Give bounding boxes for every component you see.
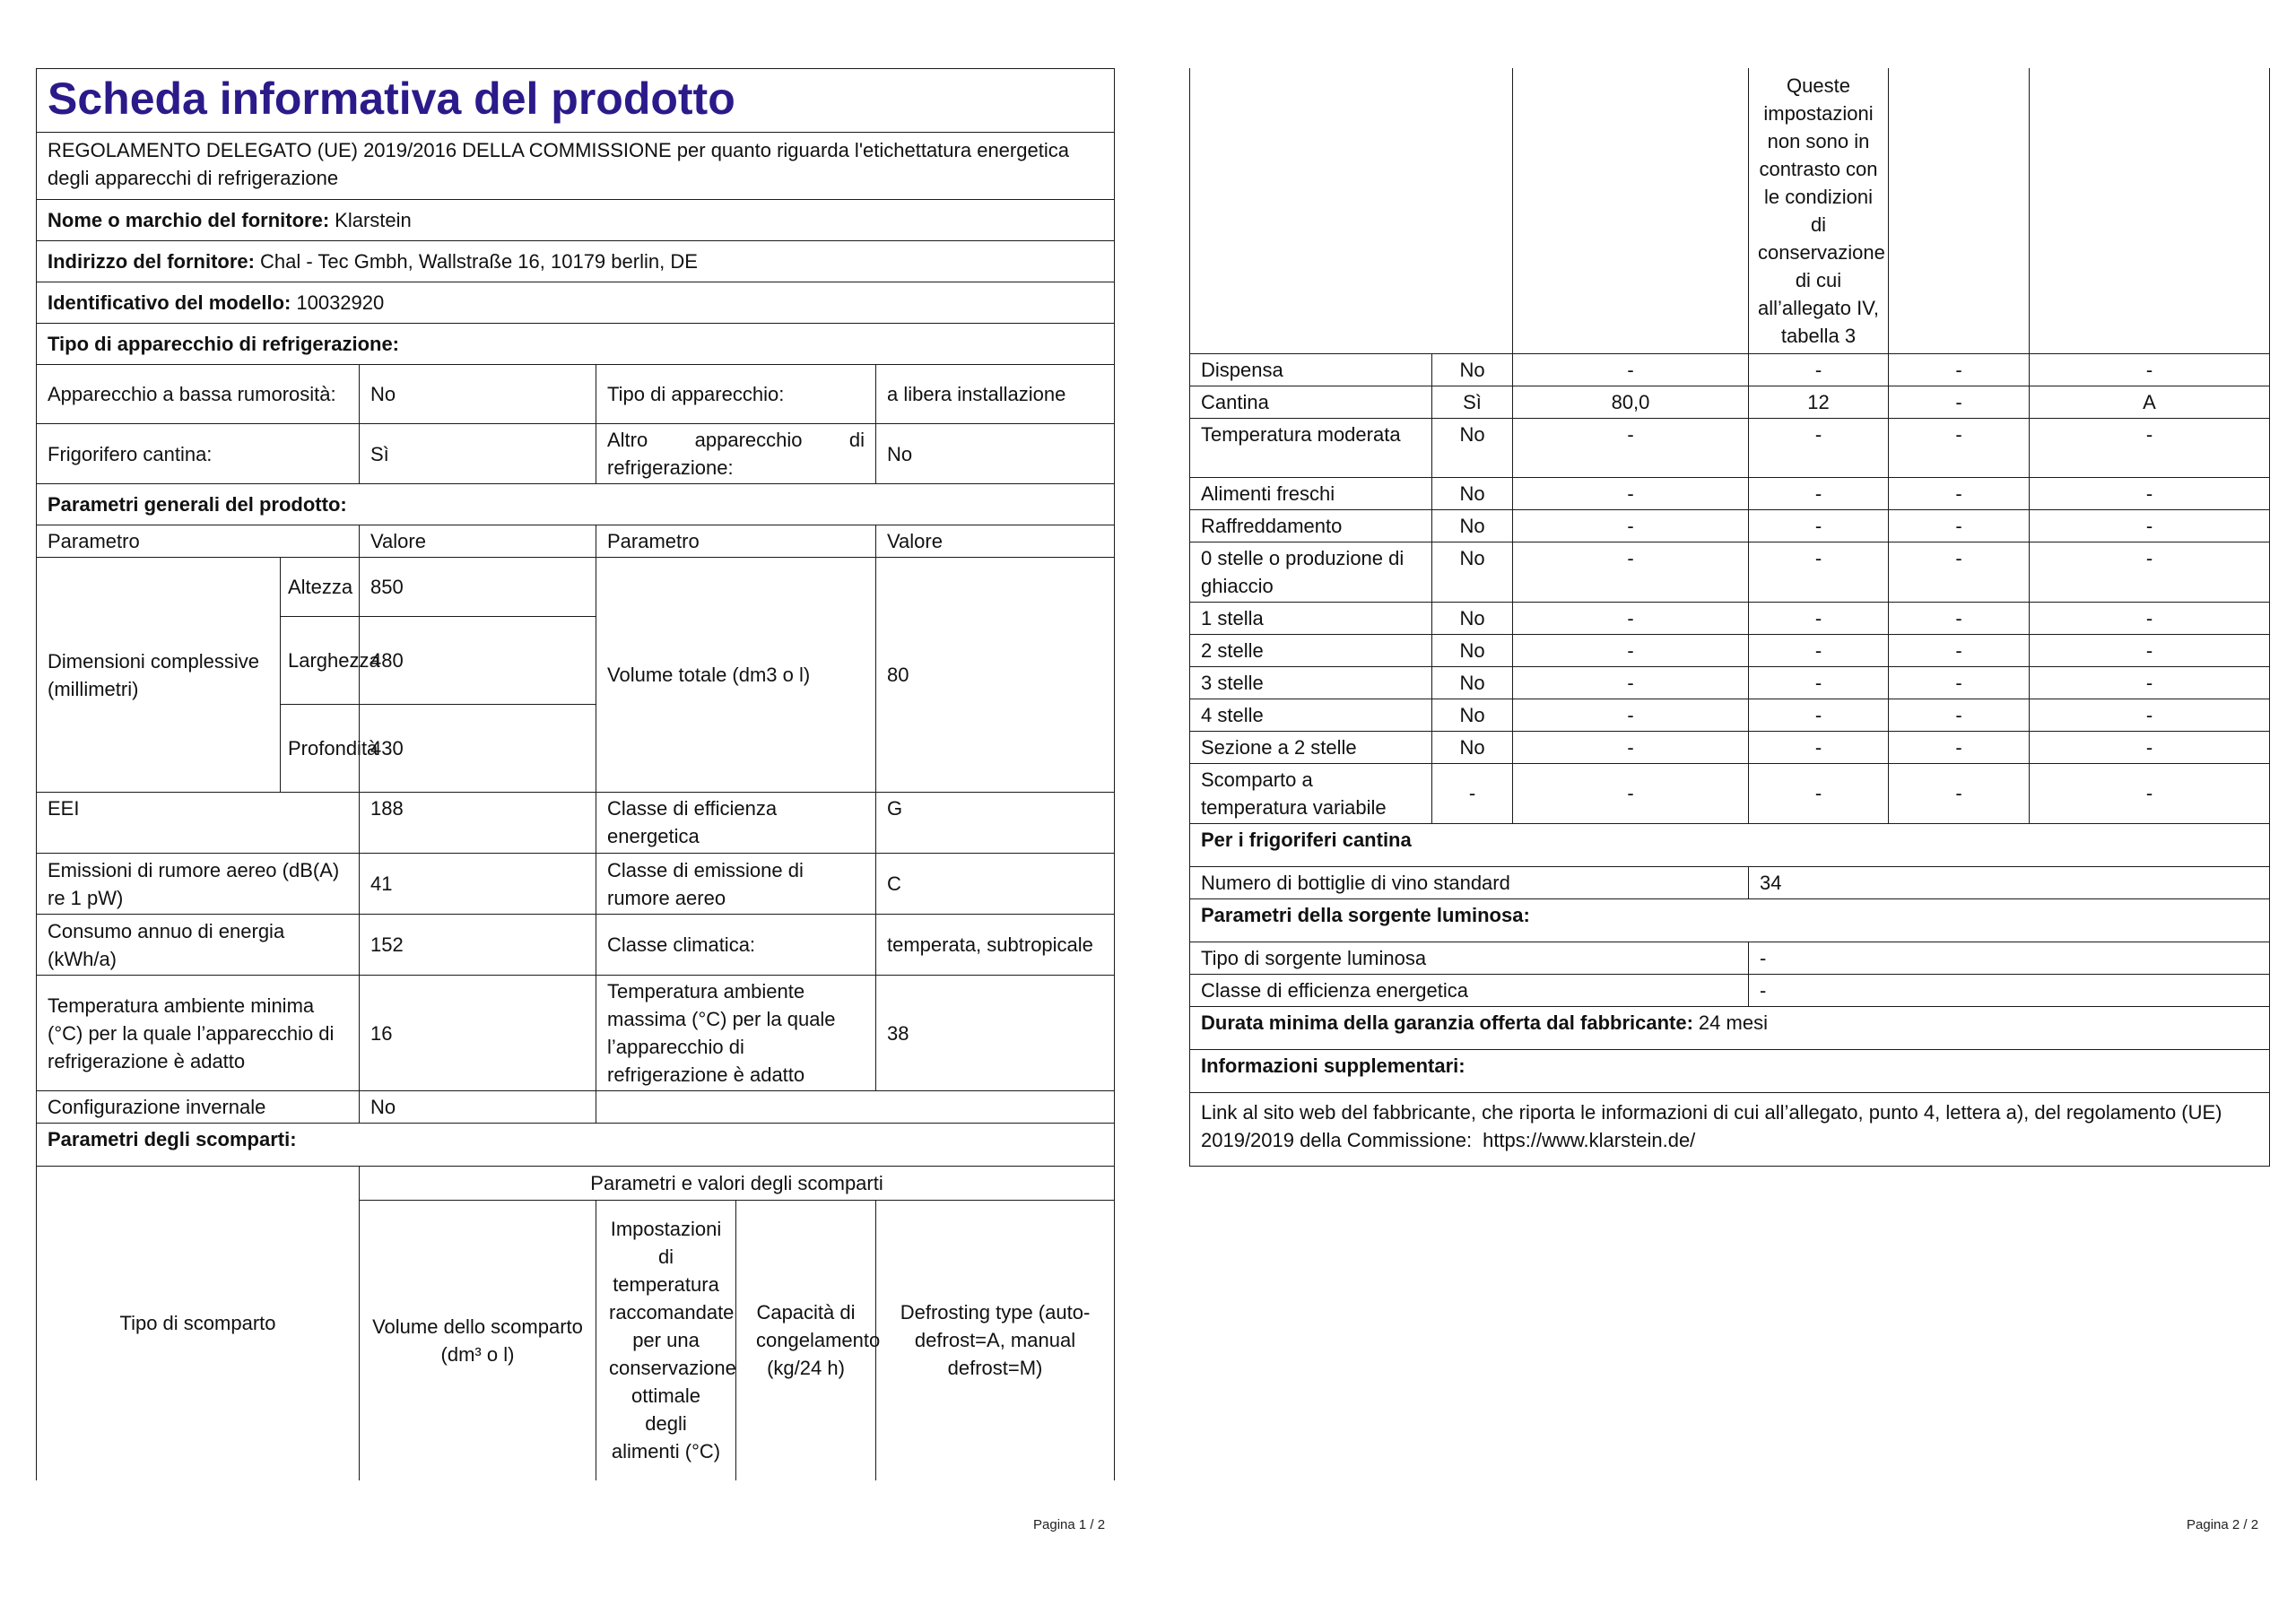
warranty-value: 24 mesi	[1698, 1011, 1768, 1034]
height-value: 850	[360, 558, 596, 617]
col-header-value-1: Valore	[360, 525, 596, 558]
appliance-type-value: a libera installazione	[876, 365, 1115, 424]
compartment-temp: -	[1749, 418, 1889, 477]
manufacturer-link-url[interactable]: https://www.klarstein.de/	[1483, 1128, 1696, 1151]
noise-emission-label: Emissioni di rumore aereo (dB(A) re 1 pW)	[37, 854, 360, 915]
compartment-freeze: -	[1889, 666, 2030, 699]
min-temp-label: Temperatura ambiente minima (°C) per la quale l’apparecchio di refrigerazione è adatto	[37, 976, 360, 1091]
compartment-freeze: -	[1889, 699, 2030, 731]
compartment-temp: 12	[1749, 386, 1889, 418]
compartment-temp: -	[1749, 763, 1889, 823]
compartment-row	[1190, 763, 2270, 823]
low-noise-value: No	[360, 365, 596, 424]
compartment-volume: -	[1513, 353, 1749, 386]
total-volume-label: Volume totale (dm3 o l)	[596, 558, 876, 793]
noise-class-label: Classe di emissione di rumore aereo	[596, 854, 876, 915]
compartment-volume: -	[1513, 666, 1749, 699]
depth-label: Profondità	[281, 705, 360, 793]
page-number-1: Pagina 1 / 2	[1033, 1517, 1106, 1532]
compartment-freeze: -	[1889, 509, 2030, 542]
compartment-rows	[1190, 353, 2270, 823]
general-params-heading: Parametri generali del prodotto:	[37, 484, 1115, 525]
compartment-row	[1190, 602, 2270, 634]
dimensions-label: Dimensioni complessive (millimetri)	[37, 558, 281, 793]
compartment-defrost: -	[2030, 418, 2270, 477]
supplier-name-value: Klarstein	[335, 209, 412, 231]
compartment-freeze: -	[1889, 386, 2030, 418]
compartment-temp: -	[1749, 542, 1889, 602]
max-temp-value: 38	[876, 976, 1115, 1091]
compartment-row	[1190, 634, 2270, 666]
compartment-present: No	[1432, 542, 1513, 602]
compartment-present: No	[1432, 699, 1513, 731]
temp-col-header: Impostazioni di temperatura raccomandate per una conservazione ottimale degli alimenti (°C)	[596, 1201, 736, 1480]
compartment-present: No	[1432, 477, 1513, 509]
product-sheet-table-page-2	[1189, 68, 2270, 1167]
model-id-label: Identificativo del modello:	[48, 291, 291, 314]
compartment-params-heading: Parametri degli scomparti:	[37, 1124, 1115, 1167]
page-1	[36, 68, 1114, 1480]
compartment-volume: -	[1513, 509, 1749, 542]
compartment-name: Alimenti freschi	[1190, 477, 1432, 509]
compartment-temp: -	[1749, 509, 1889, 542]
supplier-name-row	[37, 200, 1115, 241]
compartment-volume: -	[1513, 763, 1749, 823]
compartment-temp: -	[1749, 477, 1889, 509]
compartment-present: No	[1432, 731, 1513, 763]
total-volume-value: 80	[876, 558, 1115, 793]
compartment-name: Temperatura moderata	[1190, 418, 1432, 477]
compartment-freeze: -	[1889, 477, 2030, 509]
eei-label: EEI	[37, 793, 360, 854]
model-id-row	[37, 282, 1115, 324]
compartment-present: No	[1432, 666, 1513, 699]
regulation-text: REGOLAMENTO DELEGATO (UE) 2019/2016 DELLA COMMISSIONE per quanto riguarda l'etichettatura energetica degli apparecchi di refrigerazione	[37, 133, 1115, 200]
page-number-2: Pagina 2 / 2	[2187, 1517, 2259, 1532]
compartment-name: Sezione a 2 stelle	[1190, 731, 1432, 763]
compartment-present: No	[1432, 418, 1513, 477]
compartment-volume: -	[1513, 602, 1749, 634]
compartment-row	[1190, 731, 2270, 763]
compartment-present: Sì	[1432, 386, 1513, 418]
compartment-freeze: -	[1889, 542, 2030, 602]
compartment-volume: -	[1513, 418, 1749, 477]
page-title: Scheda informativa del prodotto	[37, 69, 1115, 133]
low-noise-label: Apparecchio a bassa rumorosità:	[37, 365, 360, 424]
manufacturer-link-text: Link al sito web del fabbricante, che riporta le informazioni di cui all’allegato, punto 4, lettera a), del regolamento (UE) 2019/2019 della Commissione:	[1201, 1100, 2222, 1151]
light-class-label: Classe di efficienza energetica	[1190, 974, 1749, 1006]
compartment-temp: -	[1749, 634, 1889, 666]
compartment-present: No	[1432, 602, 1513, 634]
compartment-freeze: -	[1889, 353, 2030, 386]
climate-class-label: Classe climatica:	[596, 915, 876, 976]
energy-class-label: Classe di efficienza energetica	[596, 793, 876, 854]
compartment-defrost: -	[2030, 542, 2270, 602]
model-id-value: 10032920	[296, 291, 385, 314]
height-label: Altezza	[281, 558, 360, 617]
compartment-name: Cantina	[1190, 386, 1432, 418]
compartment-defrost: -	[2030, 634, 2270, 666]
compartment-name: Scomparto a temperatura variabile	[1190, 763, 1432, 823]
compartment-temp: -	[1749, 666, 1889, 699]
bottles-label: Numero di bottiglie di vino standard	[1190, 866, 1749, 898]
min-temp-value: 16	[360, 976, 596, 1091]
light-class-value: -	[1749, 974, 2270, 1006]
defrost-col-header: Defrosting type (auto-defrost=A, manual defrost=M)	[876, 1201, 1115, 1480]
compartment-temp: -	[1749, 602, 1889, 634]
bottles-value: 34	[1749, 866, 2270, 898]
compartment-row	[1190, 353, 2270, 386]
compartment-volume: -	[1513, 542, 1749, 602]
compartment-name: 2 stelle	[1190, 634, 1432, 666]
compartment-defrost: -	[2030, 602, 2270, 634]
compartment-defrost: -	[2030, 509, 2270, 542]
appliance-type-heading: Tipo di apparecchio di refrigerazione:	[37, 324, 1115, 365]
compartment-present: No	[1432, 509, 1513, 542]
compartment-name: 3 stelle	[1190, 666, 1432, 699]
compartment-present: No	[1432, 353, 1513, 386]
compartment-row	[1190, 509, 2270, 542]
temperature-note: Queste impostazioni non sono in contrasto con le condizioni di conservazione di cui all’allegato IV, tabella 3	[1749, 68, 1889, 353]
compartment-freeze: -	[1889, 634, 2030, 666]
compartment-row	[1190, 477, 2270, 509]
compartment-freeze: -	[1889, 763, 2030, 823]
width-label: Larghezza	[281, 617, 360, 705]
light-type-value: -	[1749, 942, 2270, 974]
eei-value: 188	[360, 793, 596, 854]
compartment-row	[1190, 666, 2270, 699]
compartment-row	[1190, 386, 2270, 418]
compartment-name: 1 stella	[1190, 602, 1432, 634]
compartment-temp: -	[1749, 353, 1889, 386]
manufacturer-link-row	[1190, 1092, 2270, 1166]
wine-cooler-label: Frigorifero cantina:	[37, 424, 360, 484]
compartment-defrost: -	[2030, 666, 2270, 699]
compartment-defrost: A	[2030, 386, 2270, 418]
other-appliance-label: Altro apparecchio di refrigerazione:	[596, 424, 876, 484]
col-header-param-1: Parametro	[37, 525, 360, 558]
supplier-address-value: Chal - Tec Gmbh, Wallstraße 16, 10179 berlin, DE	[260, 250, 698, 273]
climate-class-value: temperata, subtropicale	[876, 915, 1115, 976]
compartment-row	[1190, 418, 2270, 477]
warranty-row	[1190, 1006, 2270, 1049]
supplier-address-label: Indirizzo del fornitore:	[48, 250, 255, 273]
warranty-label: Durata minima della garanzia offerta dal fabbricante:	[1201, 1011, 1693, 1034]
compartment-volume: -	[1513, 477, 1749, 509]
max-temp-label: Temperatura ambiente massima (°C) per la quale l’apparecchio di refrigerazione è adatto	[596, 976, 876, 1091]
compartment-present: -	[1432, 763, 1513, 823]
compartment-temp: -	[1749, 699, 1889, 731]
compartment-defrost: -	[2030, 477, 2270, 509]
annual-energy-value: 152	[360, 915, 596, 976]
freeze-col-header: Capacità di congelamento (kg/24 h)	[736, 1201, 876, 1480]
compartment-name: 0 stelle o produzione di ghiaccio	[1190, 542, 1432, 602]
wine-cooler-value: Sì	[360, 424, 596, 484]
compartment-row	[1190, 542, 2270, 602]
width-value: 480	[360, 617, 596, 705]
compartment-freeze: -	[1889, 602, 2030, 634]
compartment-volume: -	[1513, 699, 1749, 731]
other-appliance-value: No	[876, 424, 1115, 484]
product-sheet-table-page-1	[36, 68, 1115, 1480]
depth-value: 430	[360, 705, 596, 793]
energy-class-value: G	[876, 793, 1115, 854]
compartment-temp: -	[1749, 731, 1889, 763]
col-header-value-2: Valore	[876, 525, 1115, 558]
compartment-row	[1190, 699, 2270, 731]
supplier-address-row	[37, 241, 1115, 282]
col-header-param-2: Parametro	[596, 525, 876, 558]
compartment-name: Dispensa	[1190, 353, 1432, 386]
compartment-present: No	[1432, 634, 1513, 666]
volume-col-header: Volume dello scomparto (dm³ o l)	[360, 1201, 596, 1480]
compartment-type-header: Tipo di scomparto	[37, 1167, 360, 1480]
compartment-freeze: -	[1889, 418, 2030, 477]
compartment-defrost: -	[2030, 763, 2270, 823]
page-2	[1189, 68, 2269, 1167]
compartment-defrost: -	[2030, 353, 2270, 386]
light-type-label: Tipo di sorgente luminosa	[1190, 942, 1749, 974]
compartment-params-header: Parametri e valori degli scomparti	[360, 1167, 1115, 1201]
extra-info-heading: Informazioni supplementari:	[1190, 1049, 2270, 1092]
compartment-volume: 80,0	[1513, 386, 1749, 418]
wine-cooler-heading: Per i frigoriferi cantina	[1190, 823, 2270, 866]
light-source-heading: Parametri della sorgente luminosa:	[1190, 898, 2270, 942]
winter-config-label: Configurazione invernale	[37, 1091, 360, 1124]
compartment-defrost: -	[2030, 699, 2270, 731]
noise-class-value: C	[876, 854, 1115, 915]
noise-emission-value: 41	[360, 854, 596, 915]
supplier-name-label: Nome o marchio del fornitore:	[48, 209, 330, 231]
compartment-name: 4 stelle	[1190, 699, 1432, 731]
appliance-type-label: Tipo di apparecchio:	[596, 365, 876, 424]
compartment-name: Raffreddamento	[1190, 509, 1432, 542]
annual-energy-label: Consumo annuo di energia (kWh/a)	[37, 915, 360, 976]
winter-config-value: No	[360, 1091, 596, 1124]
compartment-freeze: -	[1889, 731, 2030, 763]
compartment-volume: -	[1513, 634, 1749, 666]
compartment-volume: -	[1513, 731, 1749, 763]
compartment-defrost: -	[2030, 731, 2270, 763]
